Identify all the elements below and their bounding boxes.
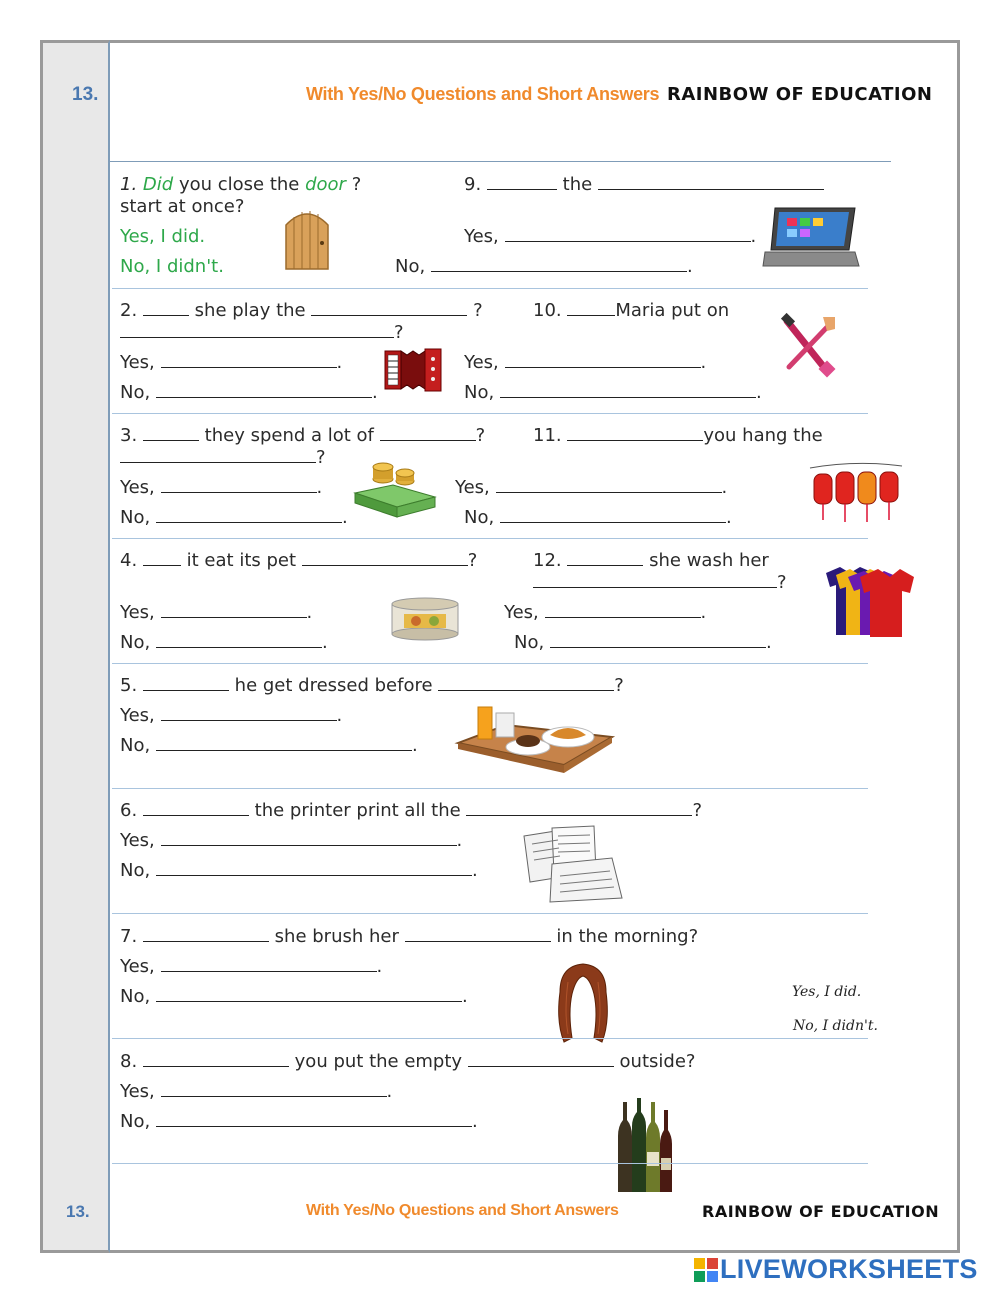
q2-text: she play the	[194, 300, 306, 321]
q11-no-blank[interactable]	[500, 508, 726, 523]
q7-yes-label: Yes,	[120, 956, 155, 977]
q4-line	[120, 550, 477, 571]
q4-blank-1[interactable]	[143, 551, 181, 566]
q3-no-blank[interactable]	[156, 508, 342, 523]
q6-blank-1[interactable]	[143, 801, 249, 816]
q6-yes: Yes, .	[120, 830, 463, 851]
q2-blank-3[interactable]	[120, 323, 394, 338]
q5-text: he get dressed before	[234, 675, 433, 696]
divider-4	[112, 663, 868, 664]
q11-no: No, .	[464, 507, 732, 528]
q1-qmark: ?	[351, 174, 362, 195]
q7-blank-1[interactable]	[143, 927, 269, 942]
q6-text: the printer print all the	[254, 800, 461, 821]
q7-no-blank[interactable]	[156, 987, 462, 1002]
watermark[interactable]: LIVEWORKSHEETS	[720, 1254, 978, 1284]
q3-line2	[120, 447, 326, 468]
q11-number: 11.	[533, 425, 562, 446]
q10-yes-label: Yes,	[464, 352, 499, 373]
q10-yes: Yes, .	[464, 352, 707, 373]
header-brand: RAINBOW OF EDUCATION	[667, 84, 933, 105]
q7-yes: Yes, .	[120, 956, 383, 977]
q12-yes-label: Yes,	[504, 602, 539, 623]
q5-no: No, .	[120, 735, 418, 756]
q12-yes-blank[interactable]	[545, 603, 701, 618]
q1-yes-answer[interactable]: Yes, I did.	[120, 226, 206, 247]
q3-yes: Yes, .	[120, 477, 323, 498]
q8-blank-1[interactable]	[143, 1052, 289, 1067]
liveworksheets-logo-icon	[694, 1258, 718, 1282]
q5-yes-blank[interactable]	[161, 706, 337, 721]
q4-blank-2[interactable]	[302, 551, 468, 566]
q3-blank-2[interactable]	[380, 426, 476, 441]
q2-qmark: ?	[473, 300, 483, 321]
q3-no-label: No,	[120, 507, 151, 528]
q2-yes: Yes, .	[120, 352, 343, 373]
q12-no-label: No,	[514, 632, 545, 653]
q2-yes-blank[interactable]	[161, 353, 337, 368]
papers-icon	[522, 826, 624, 904]
laptop-icon	[763, 206, 859, 270]
q4-yes: Yes, .	[120, 602, 313, 623]
q1-noun-answer[interactable]: door	[305, 174, 346, 195]
q9-blank-2[interactable]	[598, 175, 824, 190]
q3-number: 3.	[120, 425, 138, 446]
q9-line	[464, 174, 824, 195]
q10-no: No, .	[464, 382, 762, 403]
divider-1	[112, 288, 868, 289]
door-icon	[282, 207, 332, 269]
q4-yes-label: Yes,	[120, 602, 155, 623]
q8-no: No, .	[120, 1111, 478, 1132]
q6-yes-label: Yes,	[120, 830, 155, 851]
q6-line	[120, 800, 702, 821]
q2-blank-2[interactable]	[311, 301, 467, 316]
q12-line2	[533, 572, 787, 593]
q5-no-label: No,	[120, 735, 151, 756]
divider-8	[112, 1163, 868, 1164]
q3-qmark-2: ?	[316, 447, 326, 468]
q9-text: the	[562, 174, 593, 195]
q2-no: No, .	[120, 382, 378, 403]
hair-icon	[554, 962, 612, 1044]
q3-text: they spend a lot of	[204, 425, 374, 446]
q6-number: 6.	[120, 800, 138, 821]
q10-no-blank[interactable]	[500, 383, 756, 398]
q8-text: you put the empty	[294, 1051, 463, 1072]
q3-blank-1[interactable]	[143, 426, 199, 441]
q1-number: 1.	[120, 174, 138, 195]
q3-yes-label: Yes,	[120, 477, 155, 498]
q12-no: No, .	[514, 632, 772, 653]
q4-number: 4.	[120, 550, 138, 571]
q11-line	[533, 425, 823, 446]
handwritten-yes-answer: Yes, I did.	[792, 984, 862, 1000]
q2-line	[120, 300, 483, 321]
divider-7	[112, 1038, 868, 1039]
footer-page-number: 13.	[66, 1202, 90, 1221]
q3-no: No, .	[120, 507, 348, 528]
q8-yes: Yes, .	[120, 1081, 393, 1102]
q7-no: No, .	[120, 986, 468, 1007]
divider-6	[112, 913, 868, 914]
q10-line	[533, 300, 729, 321]
q7-blank-2[interactable]	[405, 927, 551, 942]
q5-line	[120, 675, 624, 696]
q1-line2: start at once?	[120, 196, 245, 217]
q3-line	[120, 425, 485, 446]
q9-no-blank[interactable]	[431, 257, 687, 272]
q8-no-label: No,	[120, 1111, 151, 1132]
q11-yes-label: Yes,	[455, 477, 490, 498]
q8-yes-label: Yes,	[120, 1081, 155, 1102]
q7-end-text: in the morning?	[556, 926, 699, 947]
q8-end-text: outside?	[619, 1051, 696, 1072]
q10-no-label: No,	[464, 382, 495, 403]
q1-line	[120, 174, 361, 195]
q8-number: 8.	[120, 1051, 138, 1072]
q9-blank-1[interactable]	[487, 175, 557, 190]
q8-no-blank[interactable]	[156, 1112, 472, 1127]
q3-yes-blank[interactable]	[161, 478, 317, 493]
footer-title: With Yes/No Questions and Short Answers	[306, 1202, 619, 1219]
q5-yes: Yes, .	[120, 705, 343, 726]
q10-blank-1[interactable]	[567, 301, 615, 316]
q7-yes-blank[interactable]	[161, 957, 377, 972]
q12-text: she wash her	[649, 550, 769, 571]
bottles-icon	[610, 1096, 676, 1196]
q8-line	[120, 1051, 695, 1072]
q4-text: it eat its pet	[186, 550, 297, 571]
q4-no-blank[interactable]	[156, 633, 322, 648]
q1-aux-answer[interactable]: Did	[142, 174, 174, 195]
q7-text: she brush her	[274, 926, 399, 947]
q2-qmark-2: ?	[394, 322, 404, 343]
q4-qmark: ?	[467, 550, 478, 571]
makeup-icon	[781, 315, 837, 377]
q12-yes: Yes, .	[504, 602, 707, 623]
q12-blank-2[interactable]	[533, 573, 777, 588]
header-page-number: 13.	[72, 84, 99, 105]
q7-number: 7.	[120, 926, 138, 947]
q10-yes-blank[interactable]	[505, 353, 701, 368]
q12-line	[533, 550, 769, 571]
q9-yes-blank[interactable]	[505, 227, 751, 242]
q2-no-blank[interactable]	[156, 383, 372, 398]
q6-no-blank[interactable]	[156, 861, 472, 876]
q5-qmark: ?	[614, 675, 624, 696]
q5-yes-label: Yes,	[120, 705, 155, 726]
q3-qmark: ?	[475, 425, 486, 446]
header-divider	[110, 161, 891, 162]
q1-no-answer[interactable]: No, I didn't.	[120, 256, 224, 277]
accordion-icon	[384, 347, 442, 393]
divider-5	[112, 788, 868, 789]
header-title: With Yes/No Questions and Short Answers	[306, 84, 660, 104]
q4-no-label: No,	[120, 632, 151, 653]
q3-blank-3[interactable]	[120, 448, 316, 463]
q10-number: 10.	[533, 300, 562, 321]
q12-qmark: ?	[777, 572, 787, 593]
q10-text: Maria put on	[615, 300, 730, 321]
q8-yes-blank[interactable]	[161, 1082, 387, 1097]
q2-blank-1[interactable]	[143, 301, 189, 316]
q2-no-label: No,	[120, 382, 151, 403]
q5-blank-1[interactable]	[143, 676, 229, 691]
q7-line	[120, 926, 698, 947]
footer-brand: RAINBOW OF EDUCATION	[702, 1202, 940, 1221]
q9-no: No, .	[395, 256, 693, 277]
left-margin	[40, 40, 110, 1253]
q1-text: you close the	[178, 174, 300, 195]
q2-line2	[120, 322, 404, 343]
pet-food-can-icon	[390, 596, 460, 642]
q6-no: No, .	[120, 860, 478, 881]
q4-no: No, .	[120, 632, 328, 653]
handwritten-no-answer: No, I didn't.	[793, 1018, 878, 1034]
q9-no-label: No,	[395, 256, 426, 277]
q9-yes-label: Yes,	[464, 226, 499, 247]
lanterns-icon	[808, 458, 904, 528]
q12-number: 12.	[533, 550, 562, 571]
q2-number: 2.	[120, 300, 138, 321]
q6-qmark: ?	[692, 800, 703, 821]
q8-blank-2[interactable]	[468, 1052, 614, 1067]
q12-blank-1[interactable]	[567, 551, 643, 566]
q2-yes-label: Yes,	[120, 352, 155, 373]
q11-blank-1[interactable]	[567, 426, 703, 441]
q4-yes-blank[interactable]	[161, 603, 307, 618]
q12-no-blank[interactable]	[550, 633, 766, 648]
q11-text: you hang the	[703, 425, 823, 446]
divider-2	[112, 413, 868, 414]
q6-yes-blank[interactable]	[161, 831, 457, 846]
q9-number: 9.	[464, 174, 482, 195]
tshirts-icon	[822, 565, 914, 639]
breakfast-tray-icon	[456, 703, 614, 775]
divider-3	[112, 538, 868, 539]
q11-yes-blank[interactable]	[496, 478, 722, 493]
q6-blank-2[interactable]	[466, 801, 692, 816]
q5-blank-2[interactable]	[438, 676, 614, 691]
q11-no-label: No,	[464, 507, 495, 528]
q11-yes: Yes, .	[455, 477, 728, 498]
q7-no-label: No,	[120, 986, 151, 1007]
q5-no-blank[interactable]	[156, 736, 412, 751]
money-icon	[353, 457, 437, 519]
q5-number: 5.	[120, 675, 138, 696]
q9-yes: Yes, .	[464, 226, 757, 247]
q6-no-label: No,	[120, 860, 151, 881]
